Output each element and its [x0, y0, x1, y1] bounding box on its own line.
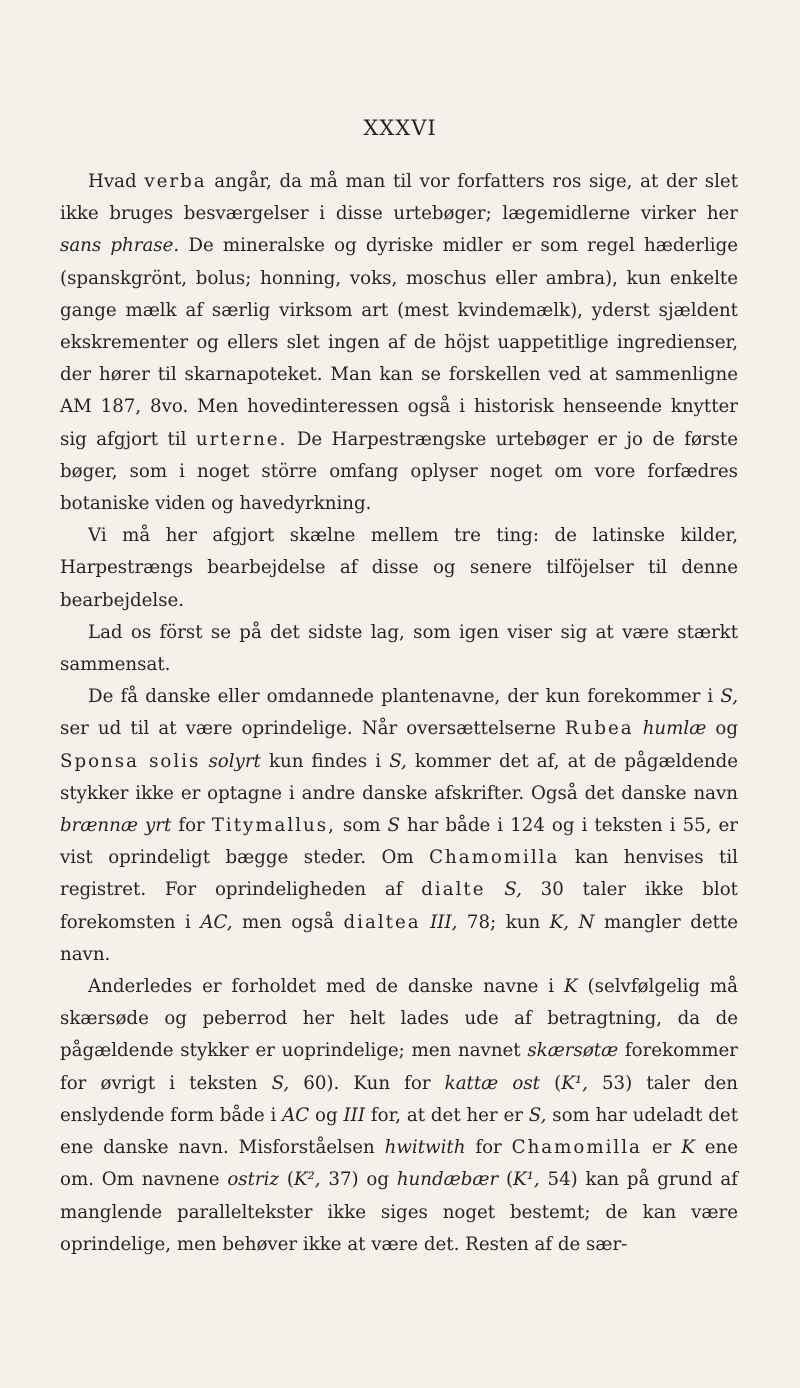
italic-term: humlæ: [642, 718, 707, 740]
text-run: 37) og: [320, 1169, 397, 1191]
text-run: (: [498, 1169, 514, 1191]
text-run: forekommer for øvrigt i teksten: [60, 1040, 738, 1094]
italic-term: K²,: [293, 1169, 321, 1191]
text-run: 54) kan på grund af manglende paralleltekster ikke siges noget bestemt; de kan være oprindelige, men behøver ikke at være det. Resten af de sær-: [60, 1169, 738, 1255]
text-run: og: [309, 1104, 344, 1126]
spaced-term: Chamomilla: [511, 1137, 642, 1159]
text-run: (selvfølgelig må skærsøde og peberrod her helt lades ude af betragtning, da de pågældende stykker er uoprindelige; men navnet: [60, 976, 739, 1062]
text-run: kun findes i: [260, 750, 390, 772]
italic-term: K, N: [549, 911, 595, 933]
italic-term: skærsøtæ: [527, 1040, 619, 1062]
italic-term: S: [387, 815, 400, 837]
text-run: [421, 912, 431, 933]
text-run: De mineralske og dyriske midler er som regel hæderlige (spanskgrönt, bolus; honning, voks, moschus eller ambra), kun enkelte gange mælk af særlig virksom art (mest kvindemælk), yderst sjældent ekskrementer og ellers slet ingen af de höjst uappetitlige ingredienser, der hører til skarnapoteket. Man kan se forskellen ved at sammenligne AM 187, 8vo. Men hovedinteressen også i historisk henseende knytter sig afgjort til: [60, 235, 738, 450]
paragraph: [60, 520, 738, 617]
text-run: 60). Kun for: [289, 1072, 445, 1094]
italic-term: solyrt: [208, 750, 261, 772]
spaced-term: Chamomilla: [429, 847, 560, 869]
text-run: kommer det af, at de pågældende stykker ikke er optagne i andre danske afskrifter. Også det danske navn: [60, 750, 738, 804]
italic-term: K: [681, 1137, 695, 1159]
text-run: [485, 879, 504, 900]
text-run: De få danske eller omdannede plantenavne, der kun forekommer i: [88, 686, 721, 708]
italic-term: sans phrase.: [60, 235, 180, 257]
italic-term: K: [564, 976, 578, 998]
text-run: Lad os först se på det sidste lag, som igen viser sig at være stærkt sammensat.: [60, 621, 738, 676]
spaced-term: Titymallus,: [211, 815, 336, 837]
italic-term: S,: [528, 1104, 547, 1126]
page-number: XXXVI: [363, 116, 437, 140]
text-run: ser ud til at være oprindelige. Når oversættelserne: [60, 718, 565, 740]
paragraph: [60, 617, 738, 681]
text-run: for: [465, 1137, 512, 1159]
italic-term: ostriz: [227, 1169, 280, 1191]
text-run: ene om. Om navnene: [60, 1137, 738, 1191]
italic-term: AC,: [200, 911, 233, 933]
text-run: De Harpestrængske urtebøger er jo de første bøger, som i noget större omfang oplyser noget om vore forfædres botaniske viden og havedyrkning.: [60, 428, 739, 515]
text-run: angår, da må man til vor forfatters ros sige, at der slet ikke bruges besværgelser i disse urtebøger; lægemidlerne virker her: [60, 171, 739, 225]
text-run: har både i 124 og i teksten i 55, er vist oprindeligt bægge steder. Om: [60, 815, 738, 869]
italic-term: S,: [720, 686, 738, 708]
text-run: men også: [232, 911, 344, 933]
text-run: Hvad: [88, 171, 145, 192]
text-run: Vi må her afgjort skælne mellem tre ting: de latinske kilder, Harpestrængs bearbejdelse af disse og senere tilföjelser til denne bearbejdelse.: [60, 525, 738, 611]
italic-term: brænnæ yrt: [60, 815, 172, 837]
text-run: (: [279, 1169, 294, 1191]
text-run: (: [539, 1072, 562, 1094]
italic-term: K¹,: [513, 1169, 540, 1191]
text-run: og: [706, 718, 739, 740]
spaced-term: urterne.: [195, 428, 288, 450]
italic-term: kattæ ost: [444, 1072, 540, 1094]
text-run: Anderledes er forholdet med de danske navne i: [88, 976, 565, 998]
spaced-term: dialtea: [343, 911, 421, 933]
text-run: kan henvises til registret. For oprindeligheden af: [60, 847, 738, 901]
text-run: [634, 718, 643, 739]
spaced-term: dialte: [421, 879, 486, 901]
paragraph: [60, 971, 738, 1261]
spaced-term: Sponsa solis: [60, 750, 201, 772]
text-run: for: [171, 815, 212, 837]
italic-term: K¹,: [561, 1072, 588, 1094]
spaced-term: verba: [144, 171, 207, 192]
italic-term: hundæbær: [396, 1169, 499, 1191]
spaced-term: Rubea: [564, 718, 634, 740]
text-run: for, at det her er: [365, 1104, 529, 1126]
text-run: 53) taler den enslydende form både i: [60, 1072, 739, 1126]
paragraph: [60, 166, 738, 520]
paragraph: [60, 681, 738, 971]
italic-term: S,: [504, 879, 522, 901]
text-run: mangler dette navn.: [60, 911, 738, 965]
text-run: 30 taler ikke blot forekomsten i: [60, 879, 738, 933]
italic-term: AC: [282, 1104, 310, 1126]
text-run: 78; kun: [457, 911, 550, 933]
text-run: som: [335, 815, 388, 837]
italic-term: S,: [389, 750, 407, 772]
italic-term: III: [343, 1104, 366, 1126]
text-run: er: [641, 1137, 682, 1159]
text-run: som har udeladt det ene danske navn. Misforståelsen: [60, 1104, 738, 1159]
italic-term: III,: [430, 911, 458, 933]
italic-term: S,: [271, 1072, 290, 1094]
italic-term: hwitwith: [384, 1137, 466, 1159]
body-text: [60, 166, 738, 1261]
